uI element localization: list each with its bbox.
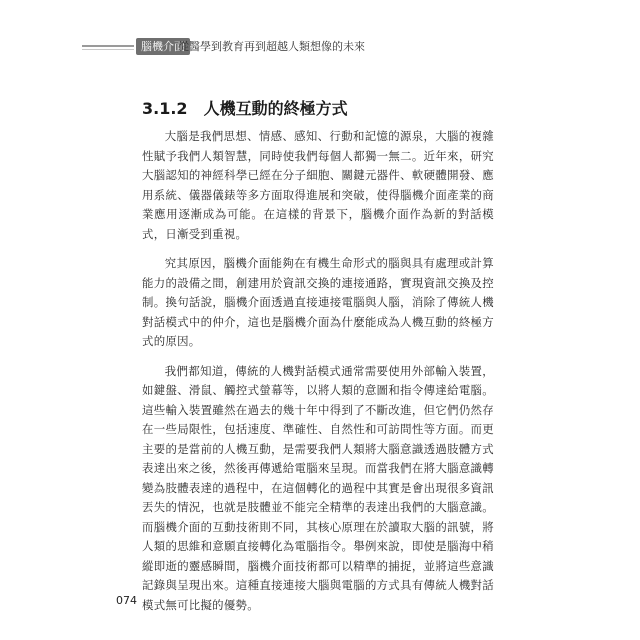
header-title: 從醫學到教育再到超越人類想像的未來 (178, 40, 365, 53)
header-badge: 腦機介面 (136, 38, 190, 55)
paragraph-1: 大腦是我們思想、情感、感知、行動和記憶的源泉，大腦的複雜性賦予我們人類智慧，同時使我們每個人都獨一無二。近年來，研究大腦認知的神經科學已經在分子細胞、關鍵元器件、軟硬體開發、應用系統、儀器儀錶等多方面取得進展和突破，使得腦機介面產業的商業應用逐漸成為可能。在這樣的背景下，腦機介面作為新的對話模式，日漸受到重視。 (142, 129, 494, 241)
section-heading (142, 98, 348, 120)
running-header (0, 36, 640, 58)
paragraph-2: 究其原因，腦機介面能夠在有機生命形式的腦與具有處理或計算能力的設備之間，創建用於資訊交換的連接通路，實現資訊交換及控制。換句話說，腦機介面透過直接連接電腦與人腦，消除了傳統人機對話模式中的仲介，這也是腦機介面為什麼能成為人機互動的終極方式的原因。 (142, 256, 494, 348)
header-rule (82, 45, 134, 47)
page-number: 074 (116, 594, 137, 607)
header-rule-thin (82, 49, 134, 50)
paragraph-3: 我們都知道，傳統的人機對話模式通常需要使用外部輸入裝置，如鍵盤、滑鼠、觸控式螢幕等，以將人類的意圖和指令傳達給電腦。這些輸入裝置雖然在過去的幾十年中得到了不斷改進，但它們仍然存在一些局限性，包括速度、準確性、自然性和可訪問性等方面。而更主要的是當前的人機互動，是需要我們人類將大腦意識透過肢體方式表達出來之後，然後再傳遞給電腦來呈現。而當我們在將大腦意識轉變為肢體表達的過程中，在這個轉化的過程中其實是會出現很多資訊丟失的情況，也就是肢體並不能完全精準的表達出我們的大腦意識。而腦機介面的互動技術則不同，其核心原理在於讀取大腦的訊號，將人類的思維和意願直接轉化為電腦指令。舉例來說，即使是腦海中稍縱即逝的靈感瞬間，腦機介面技術都可以精準的捕捉，並將這些意識記錄與呈現出來。這種直接連接大腦與電腦的方式具有傳統人機對話模式無可比擬的優勢。 (142, 363, 494, 612)
section-number: 3.1.2 (142, 99, 188, 118)
section-title: 人機互動的終極方式 (203, 99, 348, 118)
body-text (142, 127, 494, 625)
